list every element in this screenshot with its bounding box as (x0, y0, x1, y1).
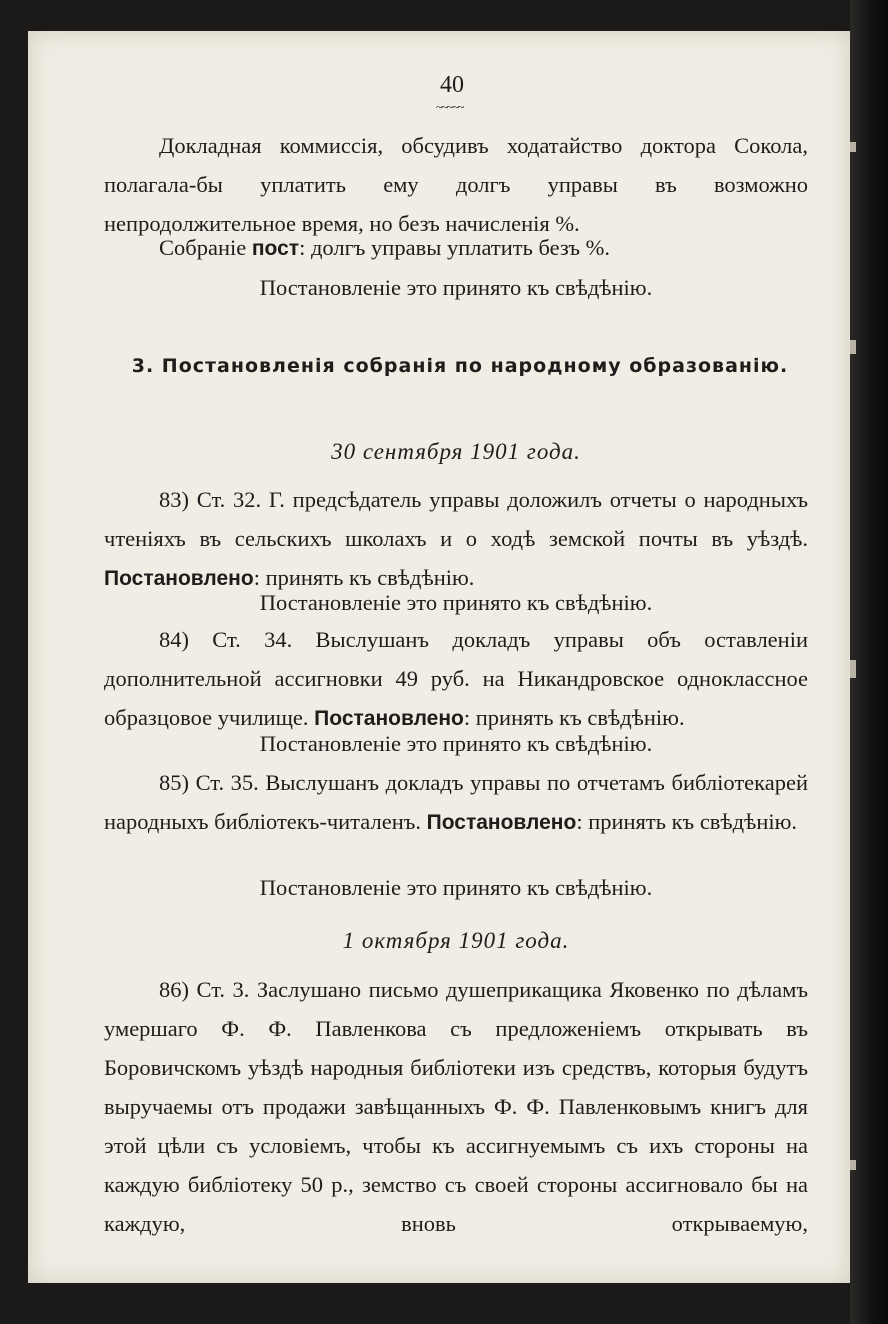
date-heading: 1 октября 1901 года. (342, 928, 570, 953)
page-number: 40 (440, 72, 464, 98)
date-heading: 30 сентября 1901 года. (331, 439, 581, 464)
paragraph-commission-opinion: Докладная коммиссія, обсудивъ ходатайство доктора Сокола, полагала-бы уплатить ему долгъ управы въ возможно непродолжительное время, но безъ начисленія %. (104, 133, 808, 236)
resolution-note: Постановленіе это принято къ свѣдѣнію. (259, 590, 653, 615)
paragraph-assembly-decision (104, 228, 808, 268)
text: : принять къ свѣдѣнію. (576, 809, 798, 834)
spine-mark (850, 142, 856, 152)
text: : долгъ управы уплатить безъ %. (299, 235, 611, 260)
spine-mark (850, 340, 856, 354)
item-86: 86) Ст. 3. Заслушано письмо душеприкащика Яковенко по дѣламъ умершаго Ф. Ф. Павленкова съ предложеніемъ открывать въ Боровичскомъ уѣздѣ народныя библіотеки изъ средствъ, которыя будутъ выручаемы отъ продажи завѣщанныхъ Ф. Ф. Павленковымъ книгъ для этой цѣли съ условіемъ, чтобы къ ассигнуемымъ съ ихъ стороны на каждую библіотеку 50 р., земство съ своей стороны ассигновало бы на каждую, вновь открываемую, (104, 977, 808, 1236)
item-83 (104, 480, 808, 598)
item-84 (104, 620, 808, 738)
keyword-resolved: Постановлено (426, 811, 577, 834)
section-heading: 3. Постановленія собранія по народному образованію. (131, 355, 789, 377)
resolution-note: Постановленіе это принято къ свѣдѣнію. (259, 731, 653, 756)
spine-mark (850, 660, 856, 678)
text: 84) Ст. 34. Выслушанъ докладъ управы объ оставленіи дополнительной ассигновки 49 руб. на Никандровское одноклассное образцовое училище. (104, 627, 808, 730)
keyword-resolved: Постановлено (314, 707, 464, 730)
keyword-resolution: пост (251, 237, 300, 260)
text: 85) Ст. 35. Выслушанъ докладъ управы по отчетамъ библіотекарей народныхъ библіотекъ-читаленъ. (104, 770, 808, 834)
spine-mark (850, 1160, 856, 1170)
text: : принять къ свѣдѣнію. (463, 705, 685, 730)
item-85 (104, 763, 808, 842)
text: Собраніе (159, 235, 247, 260)
text: 83) Ст. 32. Г. предсѣдатель управы доложилъ отчеты о народныхъ чтеніяхъ въ сельскихъ школахъ и о ходѣ земской почты въ уѣздѣ. (104, 487, 808, 551)
keyword-resolved: Постановлено (104, 567, 254, 590)
text: : принять къ свѣдѣнію. (253, 565, 475, 590)
resolution-note: Постановленіе это принято къ свѣдѣнію. (259, 875, 653, 900)
resolution-note: Постановленіе это принято къ свѣдѣнію. (259, 275, 653, 300)
page-number-ornament: ~~~~~ (436, 100, 464, 114)
